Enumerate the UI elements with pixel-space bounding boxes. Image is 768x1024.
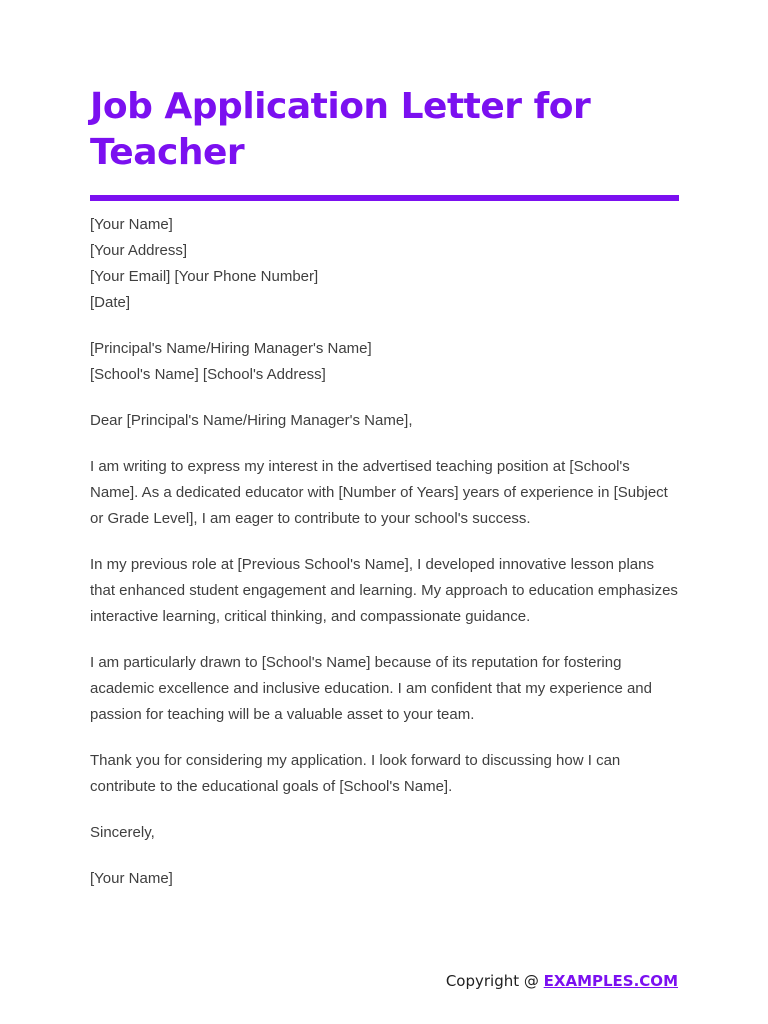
copyright-footer	[446, 972, 678, 990]
paragraph-text: I am particularly drawn to [School's Name] because of its reputation for fostering academic excellence and inclusive education. I am confident that my experience and passion for teaching will be a valuable asset to your team.	[90, 654, 652, 723]
paragraph-3	[90, 650, 680, 728]
sender-name: [Your Name]	[90, 216, 173, 233]
signature	[90, 866, 680, 892]
signature-name: [Your Name]	[90, 870, 173, 887]
sender-block	[90, 212, 680, 316]
paragraph-text: I am writing to express my interest in the advertised teaching position at [School's Name]. As a dedicated educator with [Number of Years] years of experience in [Subject or Grade Level], I am eager to contribute to your school's success.	[90, 458, 668, 527]
paragraph-text: Thank you for considering my application. I look forward to discussing how I can contribute to the educational goals of [School's Name].	[90, 752, 621, 795]
salutation	[90, 408, 680, 434]
salutation-text: Dear [Principal's Name/Hiring Manager's Name],	[90, 412, 413, 429]
paragraph-2	[90, 552, 680, 630]
examples-link[interactable]: EXAMPLES.COM	[543, 972, 678, 990]
letter-page	[90, 84, 680, 912]
recipient-block	[90, 336, 680, 388]
recipient-name: [Principal's Name/Hiring Manager's Name]	[90, 340, 372, 357]
document-title: Job Application Letter for Teacher	[90, 86, 591, 173]
recipient-school: [School's Name] [School's Address]	[90, 366, 326, 383]
sender-contact: [Your Email] [Your Phone Number]	[90, 268, 319, 285]
letter-body	[90, 212, 680, 892]
closing-text: Sincerely,	[90, 824, 155, 841]
title-divider	[90, 195, 679, 201]
letter-date: [Date]	[90, 294, 131, 311]
paragraph-text: In my previous role at [Previous School's Name], I developed innovative lesson plans that enhanced student engagement and learning. My approach to education emphasizes interactive learning, critical thinking, and compassionate guidance.	[90, 556, 678, 625]
sender-address: [Your Address]	[90, 242, 188, 259]
copyright-label: Copyright @	[445, 972, 539, 990]
paragraph-1	[90, 454, 680, 532]
paragraph-4	[90, 748, 680, 800]
closing	[90, 820, 680, 846]
